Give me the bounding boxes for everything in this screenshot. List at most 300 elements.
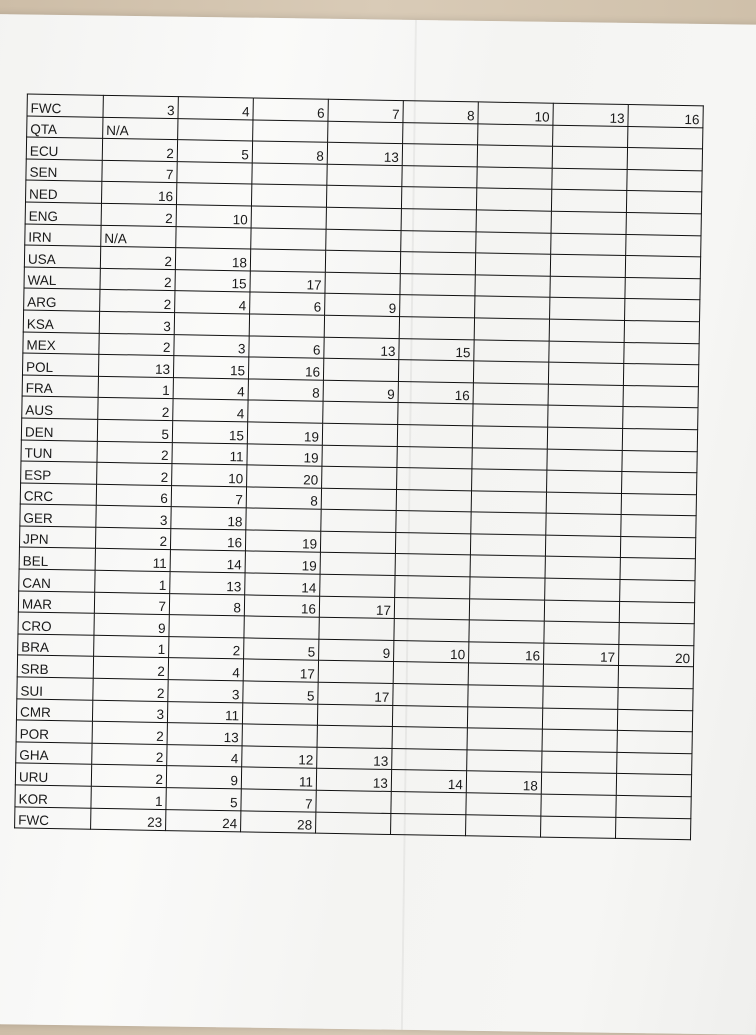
value-cell: [547, 427, 622, 450]
value-cell: 6: [96, 484, 171, 507]
value-cell: 18: [171, 507, 246, 530]
value-cell: N/A: [103, 117, 178, 140]
value-cell: 2: [100, 246, 175, 269]
value-cell: [242, 724, 317, 747]
value-cell: 4: [178, 97, 253, 120]
value-cell: 5: [166, 788, 241, 811]
team-code-cell: SEN: [26, 159, 102, 182]
value-cell: 17: [243, 659, 318, 682]
value-cell: [475, 296, 550, 319]
value-cell: [625, 256, 700, 279]
value-cell: 7: [171, 485, 246, 508]
value-cell: 4: [167, 744, 242, 767]
value-cell: [468, 663, 543, 686]
value-cell: [403, 122, 478, 145]
value-cell: [552, 168, 627, 191]
team-code-cell: ENG: [25, 202, 101, 225]
value-cell: [393, 662, 468, 685]
value-cell: [320, 531, 395, 554]
value-cell: 13: [324, 337, 399, 360]
value-cell: [477, 167, 552, 190]
paper-sheet: [0, 14, 756, 1035]
value-cell: [399, 316, 474, 339]
value-cell: [476, 210, 551, 233]
value-cell: [476, 231, 551, 254]
value-cell: 4: [168, 658, 243, 681]
value-cell: [395, 576, 470, 599]
value-cell: 2: [95, 527, 170, 550]
value-cell: [397, 424, 472, 447]
value-cell: [393, 684, 468, 707]
value-cell: [550, 254, 625, 277]
value-cell: [620, 536, 695, 559]
value-cell: [319, 617, 394, 640]
value-cell: [545, 578, 620, 601]
team-code-cell: USA: [24, 245, 100, 268]
value-cell: 16: [248, 357, 323, 380]
value-cell: [392, 748, 467, 771]
value-cell: [248, 400, 323, 423]
value-cell: [545, 535, 620, 558]
value-cell: 8: [246, 487, 321, 510]
value-cell: [547, 470, 622, 493]
value-cell: 5: [244, 638, 319, 661]
team-code-cell: IRN: [25, 224, 101, 247]
value-cell: [251, 228, 326, 251]
value-cell: [470, 577, 545, 600]
value-cell: 19: [245, 551, 320, 574]
team-code-cell: FWC: [15, 807, 91, 830]
team-code-cell: POL: [22, 353, 98, 376]
value-cell: [543, 665, 618, 688]
value-cell: 9: [94, 614, 169, 637]
value-cell: [398, 360, 473, 383]
value-cell: [242, 703, 317, 726]
value-cell: 9: [323, 380, 398, 403]
value-cell: [395, 554, 470, 577]
value-cell: 1: [98, 376, 173, 399]
value-cell: [473, 404, 548, 427]
value-cell: [323, 358, 398, 381]
value-cell: [552, 146, 627, 169]
value-cell: [624, 320, 699, 343]
value-cell: [253, 120, 328, 143]
value-cell: 8: [403, 101, 478, 124]
value-cell: 16: [469, 642, 544, 665]
value-cell: [473, 383, 548, 406]
value-cell: [400, 273, 475, 296]
value-cell: [396, 511, 471, 534]
value-cell: [617, 752, 692, 775]
value-cell: 13: [317, 747, 392, 770]
value-cell: [392, 727, 467, 750]
value-cell: 11: [95, 549, 170, 572]
value-cell: 16: [398, 381, 473, 404]
team-code-cell: FWC: [27, 94, 103, 117]
value-cell: [542, 708, 617, 731]
value-cell: [475, 253, 550, 276]
value-cell: [468, 685, 543, 708]
value-cell: [617, 731, 692, 754]
value-cell: [619, 601, 694, 624]
value-cell: 5: [243, 681, 318, 704]
value-cell: 13: [98, 354, 173, 377]
value-cell: [544, 600, 619, 623]
value-cell: [322, 466, 397, 489]
team-code-cell: BEL: [19, 547, 95, 570]
value-cell: [626, 212, 701, 235]
value-cell: 13: [316, 769, 391, 792]
value-cell: [551, 233, 626, 256]
value-cell: 2: [93, 678, 168, 701]
value-cell: [326, 186, 401, 209]
value-cell: [251, 206, 326, 229]
value-cell: [621, 515, 696, 538]
value-cell: [402, 144, 477, 167]
value-cell: 3: [92, 700, 167, 723]
value-cell: [553, 125, 628, 148]
value-cell: 2: [97, 441, 172, 464]
team-code-cell: CRO: [18, 612, 94, 635]
value-cell: 11: [172, 442, 247, 465]
value-cell: [618, 666, 693, 689]
value-cell: [625, 277, 700, 300]
value-cell: 9: [319, 639, 394, 662]
value-cell: [618, 687, 693, 710]
value-cell: [615, 817, 690, 840]
value-cell: [473, 361, 548, 384]
value-cell: [547, 449, 622, 472]
value-cell: [401, 187, 476, 210]
value-cell: [252, 163, 327, 186]
value-cell: [391, 813, 466, 836]
value-cell: 3: [168, 680, 243, 703]
value-cell: [620, 580, 695, 603]
value-cell: 17: [250, 271, 325, 294]
team-code-cell: ESP: [21, 461, 97, 484]
value-cell: [322, 445, 397, 468]
value-cell: [467, 706, 542, 729]
value-cell: 11: [167, 701, 242, 724]
value-cell: [472, 447, 547, 470]
value-cell: 20: [618, 644, 693, 667]
value-cell: 1: [94, 635, 169, 658]
value-cell: 8: [252, 141, 327, 164]
value-cell: 2: [169, 636, 244, 659]
team-code-cell: CAN: [19, 569, 95, 592]
team-code-cell: KOR: [15, 785, 91, 808]
value-cell: 6: [250, 292, 325, 315]
team-code-cell: JPN: [19, 526, 95, 549]
value-cell: [401, 230, 476, 253]
value-cell: [477, 145, 552, 168]
value-cell: [250, 249, 325, 272]
value-cell: [622, 450, 697, 473]
value-cell: [398, 403, 473, 426]
value-cell: 3: [103, 95, 178, 118]
value-cell: [469, 620, 544, 643]
value-cell: [469, 598, 544, 621]
value-cell: [626, 191, 701, 214]
table-body: [15, 94, 704, 840]
value-cell: [321, 510, 396, 533]
value-cell: 11: [241, 767, 316, 790]
value-cell: 7: [102, 160, 177, 183]
team-code-cell: WAL: [24, 267, 100, 290]
value-cell: [177, 161, 252, 184]
value-cell: [244, 616, 319, 639]
team-code-cell: QTA: [27, 116, 103, 139]
value-cell: 2: [97, 462, 172, 485]
value-cell: 9: [166, 766, 241, 789]
value-cell: 9: [325, 294, 400, 317]
value-cell: 16: [170, 528, 245, 551]
value-cell: [397, 446, 472, 469]
value-cell: [543, 686, 618, 709]
team-code-cell: BRA: [18, 634, 94, 657]
value-cell: 10: [478, 102, 553, 125]
value-cell: 6: [249, 335, 324, 358]
value-cell: 18: [466, 771, 541, 794]
value-cell: [471, 512, 546, 535]
value-cell: 2: [100, 290, 175, 313]
value-cell: [617, 709, 692, 732]
value-cell: [402, 165, 477, 188]
value-cell: 2: [102, 139, 177, 162]
value-cell: [545, 557, 620, 580]
value-cell: [623, 364, 698, 387]
value-cell: 7: [94, 592, 169, 615]
value-cell: 1: [95, 570, 170, 593]
value-cell: 4: [175, 291, 250, 314]
value-cell: [541, 794, 616, 817]
value-cell: [472, 426, 547, 449]
value-cell: 7: [241, 789, 316, 812]
value-cell: [478, 123, 553, 146]
team-code-cell: KSA: [23, 310, 99, 333]
value-cell: 28: [241, 810, 316, 833]
value-cell: 20: [247, 465, 322, 488]
value-cell: [549, 341, 624, 364]
value-cell: [246, 508, 321, 531]
team-code-cell: FRA: [22, 375, 98, 398]
value-cell: 2: [93, 657, 168, 680]
value-cell: [328, 121, 403, 144]
value-cell: [550, 298, 625, 321]
value-cell: [401, 209, 476, 232]
value-cell: [544, 621, 619, 644]
value-cell: [392, 705, 467, 728]
value-cell: 19: [247, 422, 322, 445]
value-cell: [176, 183, 251, 206]
value-cell: [317, 704, 392, 727]
value-cell: [326, 207, 401, 230]
value-cell: 10: [172, 464, 247, 487]
value-cell: [625, 299, 700, 322]
value-cell: N/A: [101, 225, 176, 248]
value-cell: [616, 774, 691, 797]
value-cell: [622, 428, 697, 451]
value-cell: 8: [248, 379, 323, 402]
value-cell: 15: [399, 338, 474, 361]
value-cell: [628, 126, 703, 149]
value-cell: 16: [244, 595, 319, 618]
value-cell: [316, 812, 391, 835]
value-cell: [475, 275, 550, 298]
value-cell: [317, 725, 392, 748]
value-cell: [318, 661, 393, 684]
value-cell: [627, 148, 702, 171]
team-code-cell: CRC: [20, 483, 96, 506]
value-cell: [472, 469, 547, 492]
value-cell: [476, 188, 551, 211]
value-cell: 2: [100, 268, 175, 291]
team-code-cell: MAR: [18, 591, 94, 614]
value-cell: [176, 226, 251, 249]
value-cell: [624, 342, 699, 365]
team-code-cell: GHA: [16, 742, 92, 765]
value-cell: 19: [247, 443, 322, 466]
value-cell: [548, 405, 623, 428]
value-cell: [251, 184, 326, 207]
team-code-cell: NED: [26, 180, 102, 203]
value-cell: [400, 252, 475, 275]
value-cell: 12: [242, 746, 317, 769]
value-cell: [621, 493, 696, 516]
value-cell: 4: [173, 377, 248, 400]
value-cell: 15: [173, 356, 248, 379]
team-code-cell: SUI: [17, 677, 93, 700]
value-cell: 3: [96, 506, 171, 529]
value-cell: [616, 795, 691, 818]
value-cell: [623, 407, 698, 430]
team-code-cell: ARG: [24, 288, 100, 311]
value-cell: 17: [318, 682, 393, 705]
value-cell: [394, 619, 469, 642]
value-cell: [620, 558, 695, 581]
value-cell: 2: [98, 398, 173, 421]
value-cell: [619, 623, 694, 646]
value-cell: [325, 250, 400, 273]
team-code-cell: ECU: [26, 137, 102, 160]
value-cell: 2: [99, 333, 174, 356]
value-cell: 4: [173, 399, 248, 422]
value-cell: [542, 729, 617, 752]
value-cell: 14: [391, 770, 466, 793]
value-cell: [178, 118, 253, 141]
team-code-cell: CMR: [16, 699, 92, 722]
value-cell: [551, 211, 626, 234]
value-cell: 23: [91, 808, 166, 831]
value-cell: [546, 513, 621, 536]
value-cell: [470, 555, 545, 578]
value-cell: 14: [245, 573, 320, 596]
value-cell: [320, 553, 395, 576]
value-cell: 16: [628, 105, 703, 128]
value-cell: 2: [92, 721, 167, 744]
value-cell: [467, 728, 542, 751]
value-cell: 7: [328, 99, 403, 122]
value-cell: 18: [175, 248, 250, 271]
value-cell: 6: [253, 98, 328, 121]
value-cell: [321, 488, 396, 511]
value-cell: [471, 491, 546, 514]
value-cell: [550, 276, 625, 299]
team-code-cell: POR: [16, 720, 92, 743]
team-code-cell: DEN: [21, 418, 97, 441]
value-cell: [249, 314, 324, 337]
value-cell: 8: [169, 593, 244, 616]
value-cell: 3: [174, 334, 249, 357]
team-code-cell: URU: [15, 763, 91, 786]
value-cell: [466, 814, 541, 837]
value-cell: [470, 534, 545, 557]
value-cell: [400, 295, 475, 318]
value-cell: [626, 234, 701, 257]
value-cell: 1: [91, 786, 166, 809]
value-cell: [174, 313, 249, 336]
value-cell: [548, 362, 623, 385]
score-table: [14, 94, 704, 841]
value-cell: [541, 773, 616, 796]
value-cell: [397, 468, 472, 491]
value-cell: [549, 319, 624, 342]
value-cell: 5: [97, 419, 172, 442]
value-cell: 24: [166, 809, 241, 832]
value-cell: [474, 339, 549, 362]
value-cell: 3: [99, 311, 174, 334]
value-cell: 10: [176, 205, 251, 228]
value-cell: [394, 597, 469, 620]
value-cell: [546, 492, 621, 515]
value-cell: 2: [91, 765, 166, 788]
value-cell: [548, 384, 623, 407]
value-cell: [627, 169, 702, 192]
value-cell: [325, 272, 400, 295]
value-cell: [327, 164, 402, 187]
value-cell: [474, 318, 549, 341]
team-code-cell: GER: [20, 504, 96, 527]
team-code-cell: TUN: [21, 439, 97, 462]
value-cell: [323, 402, 398, 425]
value-cell: [316, 790, 391, 813]
value-cell: 2: [92, 743, 167, 766]
team-code-cell: MEX: [23, 332, 99, 355]
value-cell: 16: [101, 182, 176, 205]
value-cell: [466, 793, 541, 816]
value-cell: [169, 615, 244, 638]
value-cell: 13: [553, 103, 628, 126]
value-cell: [542, 751, 617, 774]
value-cell: [395, 532, 470, 555]
value-cell: 15: [175, 269, 250, 292]
value-cell: [396, 489, 471, 512]
value-cell: [391, 791, 466, 814]
value-cell: [623, 385, 698, 408]
value-cell: 15: [172, 421, 247, 444]
value-cell: 2: [101, 203, 176, 226]
value-cell: [324, 315, 399, 338]
value-cell: [540, 816, 615, 839]
value-cell: 17: [544, 643, 619, 666]
value-cell: 14: [170, 550, 245, 573]
value-cell: 13: [327, 142, 402, 165]
value-cell: [326, 229, 401, 252]
value-cell: [551, 190, 626, 213]
value-cell: 10: [394, 640, 469, 663]
value-cell: 13: [167, 723, 242, 746]
value-cell: 5: [177, 140, 252, 163]
